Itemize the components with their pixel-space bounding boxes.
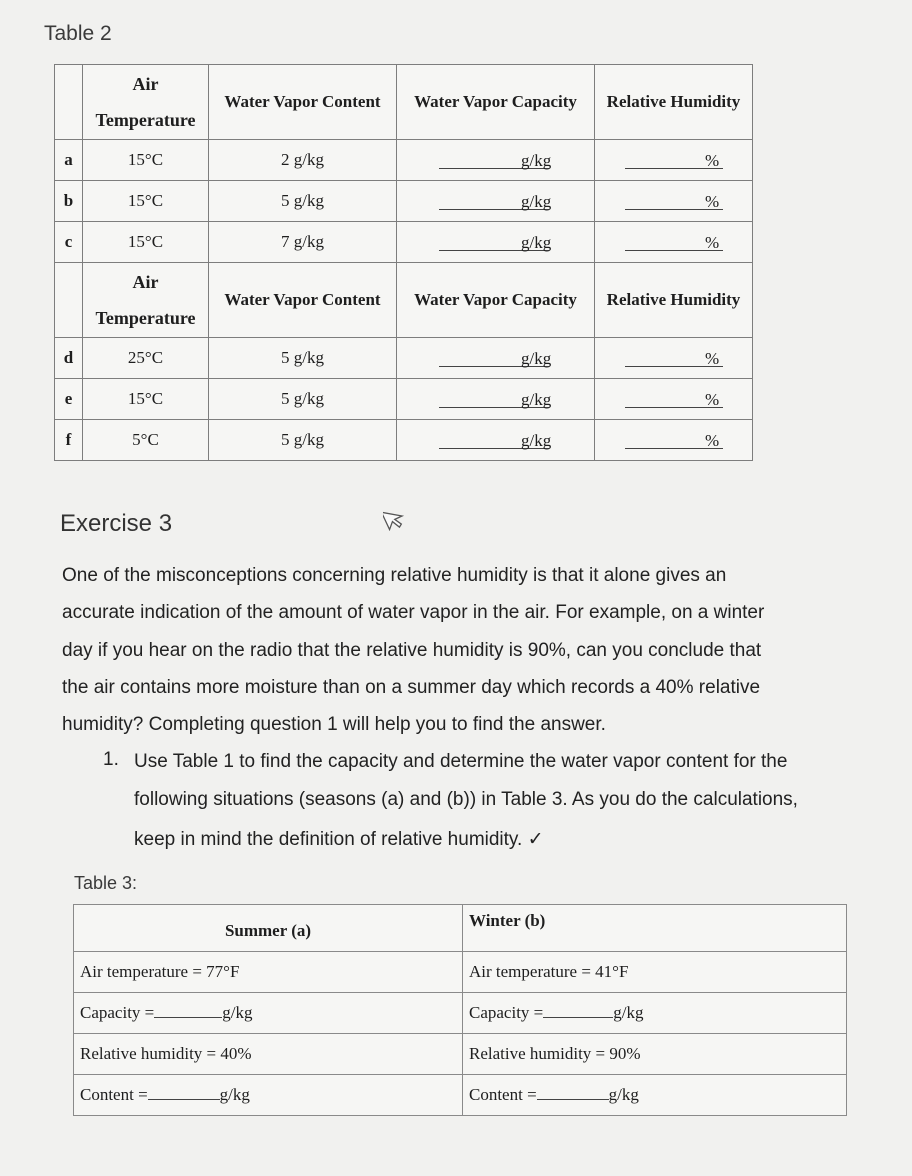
summer-content-label: Content = <box>80 1085 148 1104</box>
winter-relative-humidity: Relative humidity = 90% <box>463 1034 847 1075</box>
table3-header-row <box>74 905 847 952</box>
row-label: e <box>55 379 83 420</box>
content-cell: 7 g/kg <box>209 222 397 263</box>
row-label: b <box>55 181 83 222</box>
winter-content-cell[interactable] <box>463 1075 847 1116</box>
table2-caption: Table 2 <box>44 22 112 45</box>
winter-content-unit: g/kg <box>608 1085 639 1104</box>
content-cell: 5 g/kg <box>209 181 397 222</box>
relative-humidity-header: Relative Humidity <box>595 65 753 140</box>
row-label: f <box>55 420 83 461</box>
table-row <box>74 1075 847 1116</box>
air-header-line2: Temperature <box>95 110 196 130</box>
rh-blank[interactable] <box>595 379 753 420</box>
water-vapor-capacity-header: Water Vapor Capacity <box>397 65 595 140</box>
table-row <box>55 181 753 222</box>
winter-header: Winter (b) <box>463 905 847 952</box>
question-line: Use Table 1 to find the capacity and determine the water vapor content for the <box>134 751 788 772</box>
unit: % <box>705 349 720 368</box>
air-temp-cell: 15°C <box>83 379 209 420</box>
unit: g/kg <box>521 431 552 450</box>
table2-header-row-2 <box>55 263 753 338</box>
air-temperature-header <box>83 263 209 338</box>
summer-content-unit: g/kg <box>219 1085 250 1104</box>
mouse-cursor-icon <box>383 505 413 536</box>
capacity-blank[interactable] <box>397 338 595 379</box>
capacity-blank[interactable] <box>397 222 595 263</box>
winter-content-label: Content = <box>469 1085 537 1104</box>
table-row <box>74 952 847 993</box>
content-cell: 5 g/kg <box>209 338 397 379</box>
table-row <box>55 379 753 420</box>
air-temperature-header <box>83 65 209 140</box>
rh-blank[interactable] <box>595 338 753 379</box>
relative-humidity-header: Relative Humidity <box>595 263 753 338</box>
summer-capacity-unit: g/kg <box>222 1003 253 1022</box>
paragraph-line: One of the misconceptions concerning relative humidity is that it alone gives an <box>62 565 727 586</box>
water-vapor-capacity-header: Water Vapor Capacity <box>397 263 595 338</box>
unit: % <box>705 390 720 409</box>
header-blank-cell <box>55 263 83 338</box>
content-cell: 2 g/kg <box>209 140 397 181</box>
table3 <box>73 904 847 1116</box>
water-vapor-content-header: Water Vapor Content <box>209 65 397 140</box>
table-row <box>74 993 847 1034</box>
question-number: 1. <box>103 749 119 770</box>
rh-blank[interactable] <box>595 420 753 461</box>
water-vapor-content-header: Water Vapor Content <box>209 263 397 338</box>
air-temp-cell: 15°C <box>83 222 209 263</box>
unit: g/kg <box>521 151 552 170</box>
winter-capacity-label: Capacity = <box>469 1003 544 1022</box>
row-label: c <box>55 222 83 263</box>
rh-blank[interactable] <box>595 140 753 181</box>
winter-capacity-unit: g/kg <box>613 1003 644 1022</box>
capacity-blank[interactable] <box>397 420 595 461</box>
capacity-blank[interactable] <box>397 379 595 420</box>
unit: g/kg <box>521 192 552 211</box>
table-row <box>74 1034 847 1075</box>
rh-blank[interactable] <box>595 181 753 222</box>
air-header-line1: Air <box>132 74 159 94</box>
air-header-line2: Temperature <box>95 308 196 328</box>
summer-relative-humidity: Relative humidity = 40% <box>74 1034 463 1075</box>
winter-air-temperature: Air temperature = 41°F <box>463 952 847 993</box>
question-line: following situations (seasons (a) and (b)) in Table 3. As you do the calculations, <box>134 789 798 810</box>
row-label: d <box>55 338 83 379</box>
unit: % <box>705 431 720 450</box>
table-row <box>55 420 753 461</box>
summer-air-temperature: Air temperature = 77°F <box>74 952 463 993</box>
air-temp-cell: 15°C <box>83 140 209 181</box>
paragraph-line: humidity? Completing question 1 will help you to find the answer. <box>62 714 606 735</box>
air-temp-cell: 5°C <box>83 420 209 461</box>
unit: % <box>705 192 720 211</box>
unit: % <box>705 151 720 170</box>
table-row <box>55 338 753 379</box>
unit: g/kg <box>521 349 552 368</box>
rh-blank[interactable] <box>595 222 753 263</box>
winter-capacity-cell[interactable] <box>463 993 847 1034</box>
summer-header: Summer (a) <box>74 905 463 952</box>
unit: % <box>705 233 720 252</box>
content-cell: 5 g/kg <box>209 420 397 461</box>
table-row <box>55 222 753 263</box>
table-row <box>55 140 753 181</box>
summer-capacity-label: Capacity = <box>80 1003 155 1022</box>
question-line: keep in mind the definition of relative humidity. ✓ <box>134 829 544 850</box>
table3-caption: Table 3: <box>74 873 138 893</box>
paragraph-line: day if you hear on the radio that the relative humidity is 90%, can you conclude that <box>62 640 762 661</box>
capacity-blank[interactable] <box>397 181 595 222</box>
paragraph-line: accurate indication of the amount of water vapor in the air. For example, on a winter <box>62 602 765 623</box>
air-temp-cell: 25°C <box>83 338 209 379</box>
row-label: a <box>55 140 83 181</box>
content-cell: 5 g/kg <box>209 379 397 420</box>
unit: g/kg <box>521 233 552 252</box>
exercise3-title: Exercise 3 <box>60 510 173 537</box>
table2 <box>54 64 753 461</box>
summer-capacity-cell[interactable] <box>74 993 463 1034</box>
table2-header-row <box>55 65 753 140</box>
air-header-line1: Air <box>132 272 159 292</box>
capacity-blank[interactable] <box>397 140 595 181</box>
air-temp-cell: 15°C <box>83 181 209 222</box>
header-blank-cell <box>55 65 83 140</box>
paragraph-line: the air contains more moisture than on a summer day which records a 40% relative <box>62 677 761 698</box>
summer-content-cell[interactable] <box>74 1075 463 1116</box>
unit: g/kg <box>521 390 552 409</box>
